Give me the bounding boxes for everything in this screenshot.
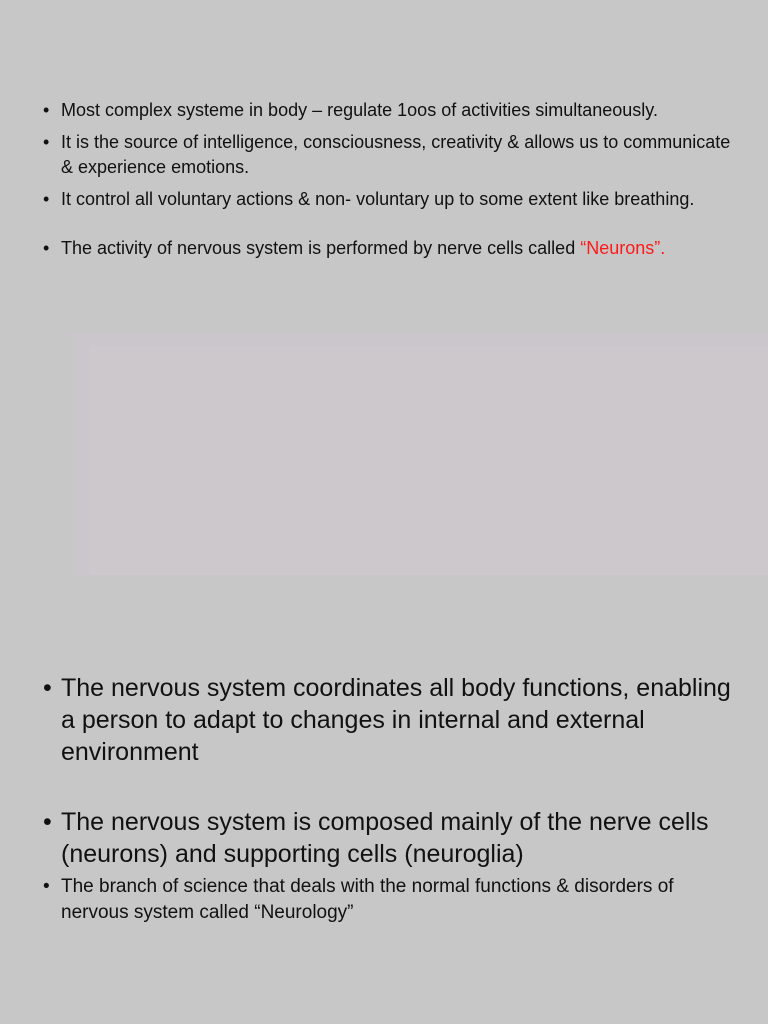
bullet-text: The nervous system is composed mainly of the nerve cells (neurons) and supporting cells (neuroglia) — [61, 808, 709, 868]
list-item — [43, 806, 743, 870]
neurons-highlight: “Neurons”. — [580, 238, 666, 258]
list-item — [43, 98, 733, 123]
list-item — [43, 236, 733, 261]
bullet-text: Most complex systeme in body – regulate 1oos of activities simultaneously. — [61, 100, 658, 120]
list-item — [43, 874, 743, 926]
list-item — [43, 187, 733, 212]
bullet-text: The activity of nervous system is performed by nerve cells called — [61, 238, 581, 258]
faint-background-panel — [72, 333, 768, 575]
top-bullet-list — [43, 98, 733, 268]
bullet-icon: • — [43, 132, 50, 152]
bullet-icon: • — [43, 808, 52, 836]
bullet-icon: • — [43, 189, 50, 209]
bullet-icon: • — [43, 876, 50, 897]
faint-background-panel-inner — [90, 345, 768, 575]
bottom-bullet-list — [43, 672, 743, 926]
bullet-text: It control all voluntary actions & non- voluntary up to some extent like breathing. — [61, 189, 695, 209]
bullet-icon: • — [43, 100, 50, 120]
bullet-text: The branch of science that deals with the normal functions & disorders of nervous system called “Neurology” — [61, 876, 674, 923]
bullet-text: It is the source of intelligence, consciousness, creativity & allows us to communicate & experience emotions. — [61, 132, 731, 177]
list-item — [43, 672, 743, 768]
list-item — [43, 130, 733, 180]
bullet-text: The nervous system coordinates all body functions, enabling a person to adapt to changes in internal and external environment — [61, 674, 731, 766]
bullet-icon: • — [43, 238, 50, 258]
bullet-icon: • — [43, 674, 52, 702]
